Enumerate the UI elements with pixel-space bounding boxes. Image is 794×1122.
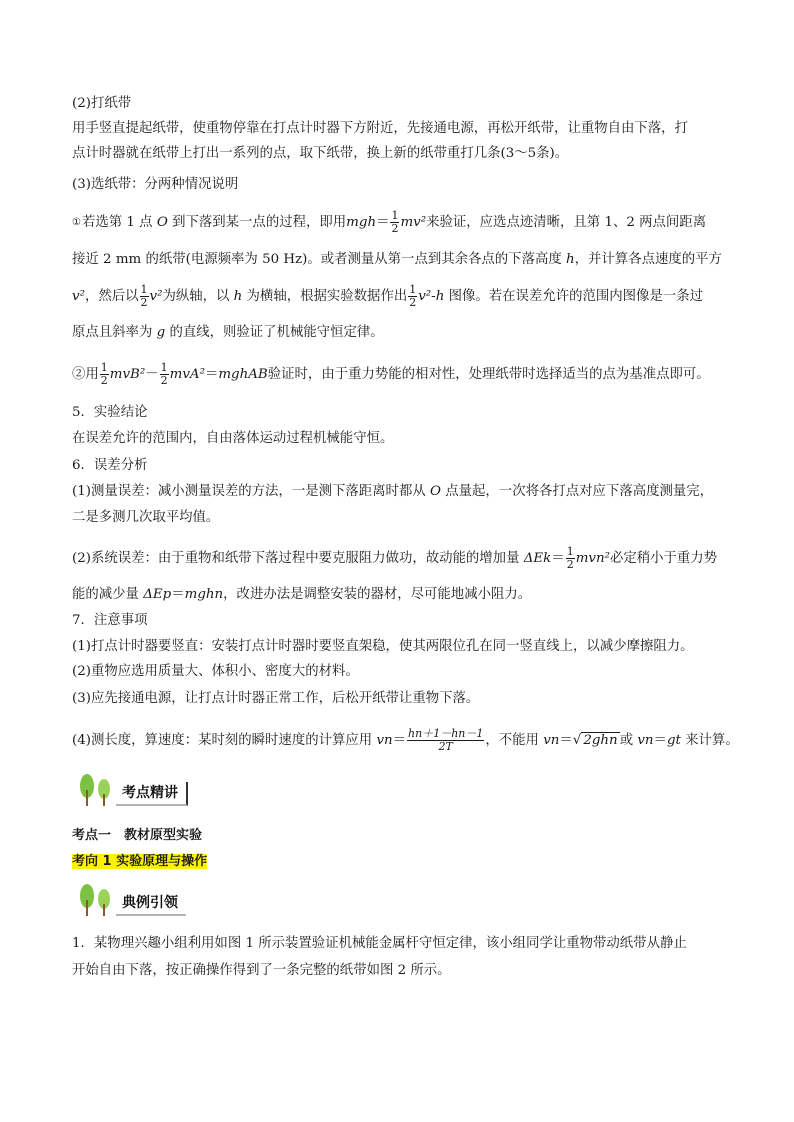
- text-line: (3)选纸带：分两种情况说明: [72, 177, 239, 192]
- banner-kaodian: [76, 772, 188, 806]
- text-line: (1)打点计时器要竖直：安装打点计时器时要竖直架稳，使其两限位孔在同一竖直线上，以减少摩擦阻力。: [72, 639, 694, 654]
- fraction-half: $\frac{1}{2}$: [391, 209, 399, 235]
- formula-line: v²，然后以 $\frac{1}{2}$ v²为纵轴，以 h 为横轴，根据实验数据作出 $\frac{1}{2}$ v²-h 图像。若在误差允许的范围内图像是一条过: [72, 283, 704, 309]
- formula-line: ②用 $\frac{1}{2}$ mvB²－ $\frac{1}{2}$ mvA²＝mghAB验证时，由于重力势能的相对性，处理纸带时选择适当的点为基准点即可。: [72, 361, 710, 387]
- banner-label: 考点精讲: [116, 782, 188, 806]
- text-line: (2)打纸带: [72, 96, 132, 111]
- text-line: 接近 2 mm 的纸带(电源频率为 50 Hz)。或者测量从第一点到其余各点的下落高度 h，并计算各点速度的平方: [72, 252, 722, 267]
- banner-label: 典例引领: [116, 892, 186, 916]
- tree-icon: [76, 882, 116, 916]
- formula-line: (2)系统误差：由于重物和纸带下落过程中要克服阻力做功，故动能的增加量 ΔEk＝ $\frac{1}{2}$ mvn²必定稍小于重力势: [72, 545, 718, 571]
- text-line: (2)重物应选用质量大、体积小、密度大的材料。: [72, 664, 359, 679]
- text-line: 二是多测几次取平均值。: [72, 510, 220, 525]
- section-heading: 5．实验结论: [72, 405, 148, 420]
- subsection-title: 考向 1 实验原理与操作: [72, 854, 208, 869]
- text-line: 用手竖直提起纸带，使重物停靠在打点计时器下方附近，先接通电源，再松开纸带，让重物自由下落，打: [72, 121, 688, 136]
- text-line: 点计时器就在纸带上打出一系列的点，取下纸带，换上新的纸带重打几条(3～5条)。: [72, 146, 569, 161]
- section-title: 考点一 教材原型实验: [72, 828, 203, 843]
- circled-one: ①: [72, 217, 81, 228]
- question-text: 1．某物理兴趣小组利用如图 1 所示装置验证机械能金属杆守恒定律，该小组同学让重物带动纸带从静止: [72, 936, 687, 951]
- section-heading: 7．注意事项: [72, 613, 148, 628]
- text-line: 在误差允许的范围内，自由落体运动过程机械能守恒。: [72, 431, 394, 446]
- tree-icon: [76, 772, 116, 806]
- banner-dianli: [76, 882, 186, 916]
- formula-line: (4)测长度，算速度：某时刻的瞬时速度的计算应用 vn＝ $\frac{hn+1-hn-1}{2T}$ ，不能用 vn＝√ 2ghn 或 vn＝gt 来计算。: [72, 727, 739, 753]
- section-heading: 6．误差分析: [72, 458, 148, 473]
- text-line: (3)应先接通电源，让打点计时器正常工作，后松开纸带让重物下落。: [72, 691, 480, 706]
- text-line: 原点且斜率为 g 的直线，则验证了机械能守恒定律。: [72, 325, 384, 340]
- text-line: 能的减少量 ΔEp＝mghn，改进办法是调整安装的器材，尽可能地减小阻力。: [72, 587, 532, 602]
- question-text: 开始自由下落，按正确操作得到了一条完整的纸带如图 2 所示。: [72, 963, 451, 978]
- formula-line: ①若选第 1 点 O 到下落到某一点的过程，即用mgh＝ $\frac{1}{2}$ mv²来验证，应选点迹清晰，且第 1、2 两点间距离: [72, 209, 707, 235]
- text-line: (1)测量误差：减小测量误差的方法，一是测下落距离时都从 O 点量起，一次将各打点对应下落高度测量完，: [72, 484, 714, 499]
